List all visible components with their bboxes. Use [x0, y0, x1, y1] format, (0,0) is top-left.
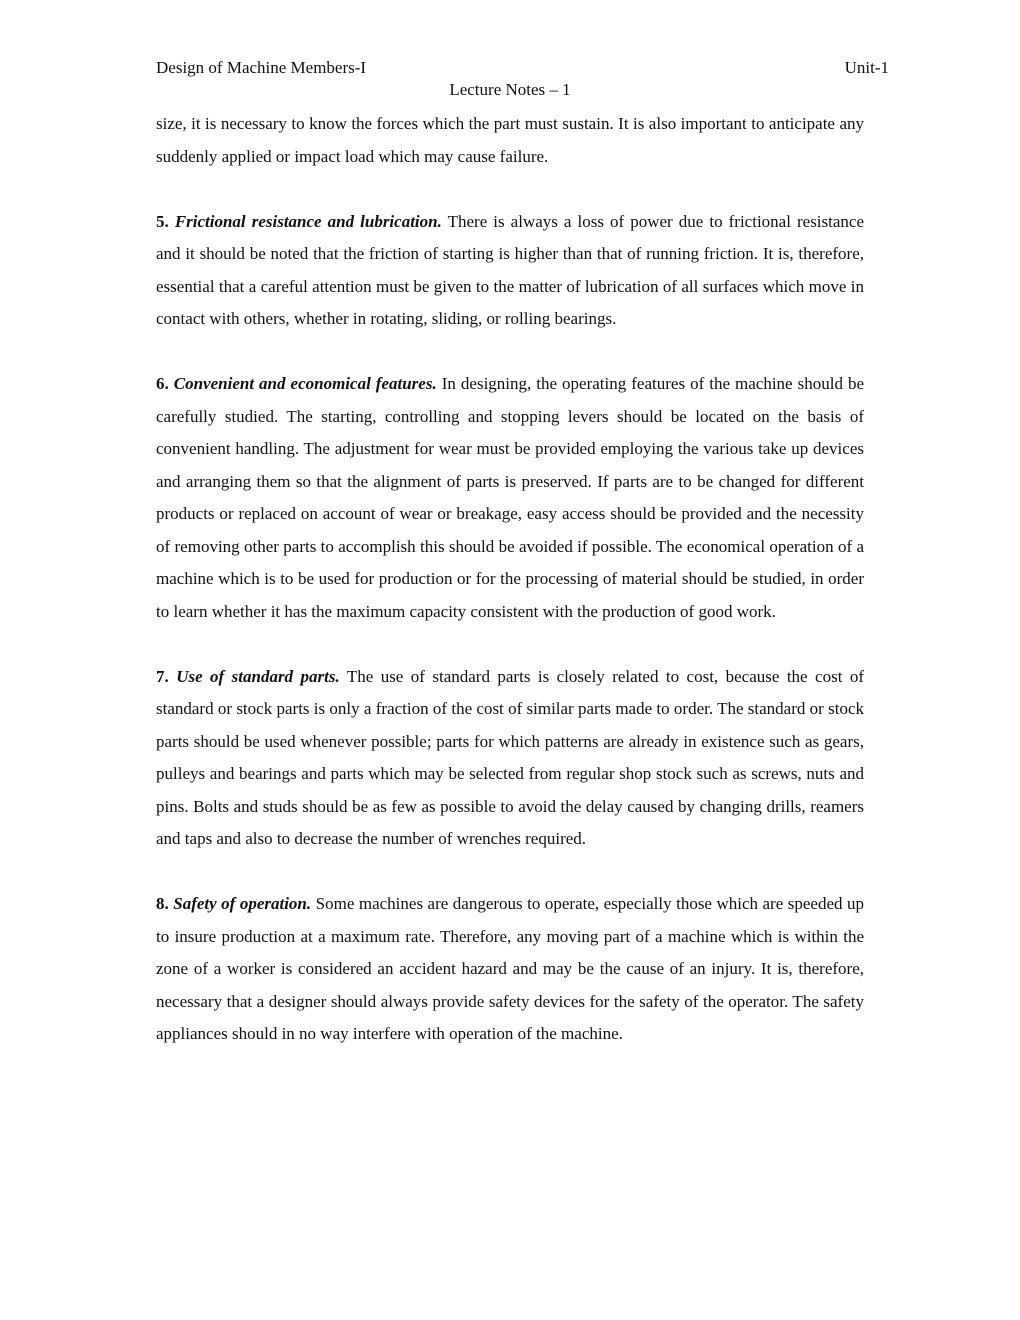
section-7-text: The use of standard parts is closely related to cost, because the cost of standard or stock parts is only a fraction of the cost of similar parts made to order. The standard or stock parts should be used whenever possible; parts for which patterns are already in existence such as gears, pulleys and bearings and parts which may be selected from regular shop stock such as screws, nuts and pins. Bolts and studs should be as few as possible to avoid the delay caused by changing drills, reamers and taps and also to decrease the number of wrenches required. — [156, 666, 865, 848]
document-body — [156, 108, 864, 1051]
section-5-text: There is always a loss of power due to frictional resistance and it should be noted that the friction of starting is higher than that of running friction. It is, therefore, essential that a careful attention must be given to the matter of lubrication of all surfaces which move in contact with others, whether in rotating, sliding, or rolling bearings. — [156, 211, 865, 328]
section-6-number: 6. — [156, 374, 169, 393]
intro-paragraph: size, it is necessary to know the forces which the part must sustain. It is also important to anticipate any suddenly applied or impact load which may cause failure. — [156, 114, 864, 166]
section-7-paragraph — [156, 661, 864, 856]
section-8-paragraph — [156, 888, 864, 1051]
header-course-title: Design of Machine Members-I — [156, 58, 367, 77]
section-5-title: Frictional resistance and lubrication. — [174, 211, 442, 231]
section-8-number: 8. — [156, 894, 169, 913]
section-7-number: 7. — [156, 666, 169, 686]
section-6-paragraph — [156, 368, 864, 628]
section-6-title: Convenient and economical features. — [173, 374, 437, 393]
section-8-text: Some machines are dangerous to operate, especially those which are speeded up to insure production at a maximum rate. Therefore, any moving part of a machine which is within the zone of a worker is considered an accident hazard and may be the cause of an injury. It is, therefore, necessary that a designer should always provide safety devices for the safety of the operator. The safety appliances should in no way interfere with operation of the machine. — [156, 894, 865, 1043]
section-7-title: Use of standard parts. — [176, 666, 340, 686]
section-8-title: Safety of operation. — [173, 894, 312, 913]
section-5-number: 5. — [156, 211, 169, 231]
header-unit: Unit-1 — [844, 58, 889, 77]
section-5-paragraph — [156, 206, 864, 336]
section-6-text: In designing, the operating features of the machine should be carefully studied. The starting, controlling and stopping levers should be located on the basis of convenient handling. The adjustment for wear must be provided employing the various take up devices and arranging them so that the alignment of parts is preserved. If parts are to be changed for different products or replaced on account of wear or breakage, easy access should be provided and the necessity of removing other parts to accomplish this should be avoided if possible. The economical operation of a machine which is to be used for production or for the processing of material should be studied, in order to learn whether it has the maximum capacity consistent with the production of good work. — [156, 374, 865, 621]
header-lecture-notes: Lecture Notes – 1 — [449, 80, 571, 99]
